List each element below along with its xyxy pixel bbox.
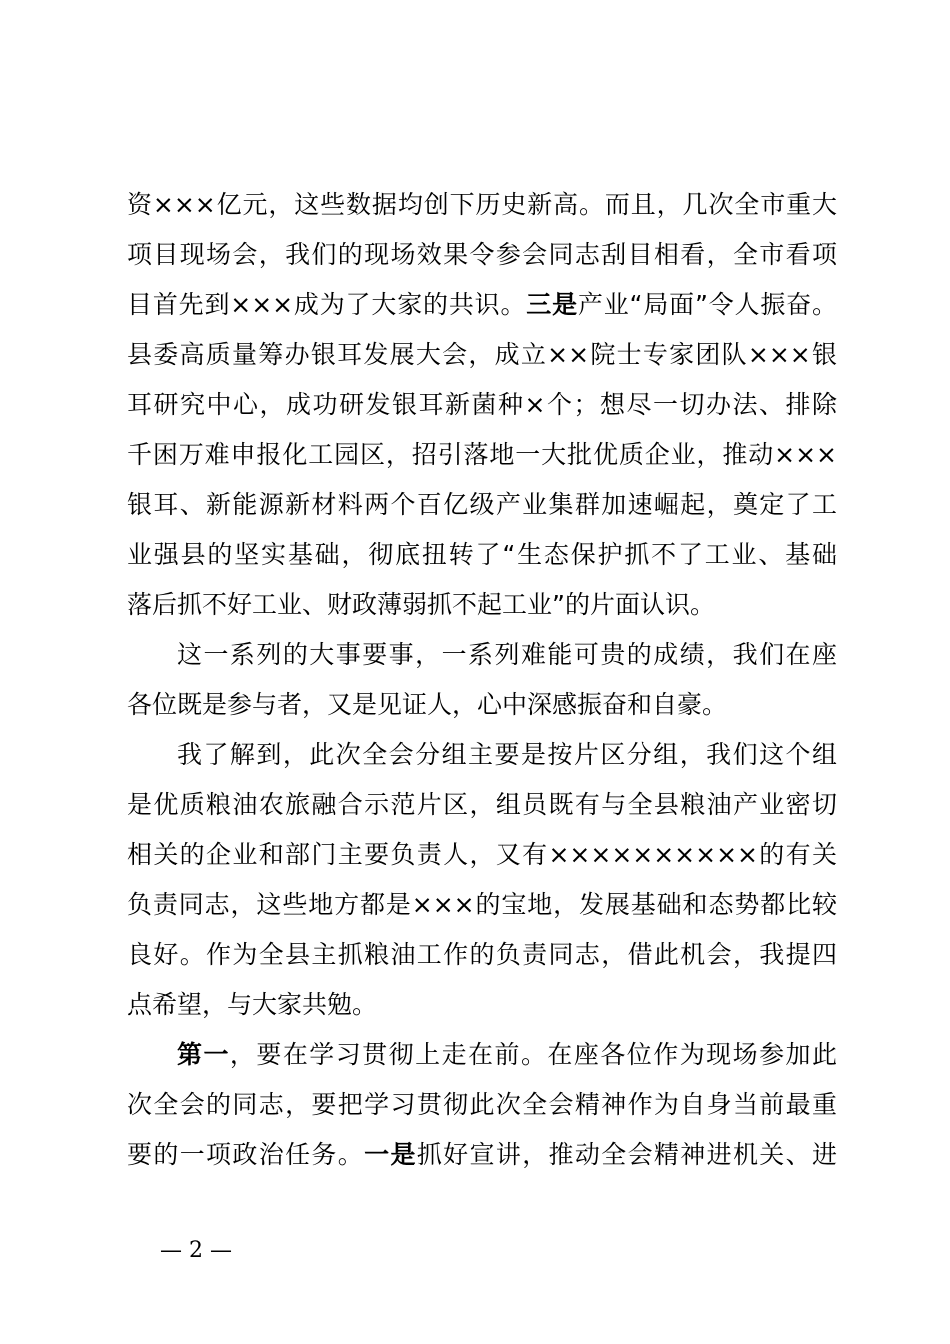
text-segment: 目首先到×××成为了大家的共识。 [127,290,527,319]
text-segment: 业强县的坚实基础，彻底扭转了“生态保护抓不了工业、基础 [127,540,837,569]
bold-emphasis: 三是 [526,290,578,319]
text-line [127,330,837,380]
text-line [127,1080,837,1130]
text-segment: 产业“局面”令人振奋。 [577,290,837,319]
text-line [127,830,837,880]
text-segment: 县委高质量筹办银耳发展大会，成立××院士专家团队×××银 [127,340,837,369]
bold-emphasis: 一是 [364,1140,417,1169]
text-line [127,380,837,430]
text-segment: 负责同志，这些地方都是×××的宝地，发展基础和态势都比较 [127,890,837,919]
text-line [127,230,837,280]
text-segment: 项目现场会，我们的现场效果令参会同志刮目相看，全市看项 [127,240,837,269]
text-line [127,630,837,680]
text-segment: ，要在学习贯彻上走在前。在座各位作为现场参加此 [229,1040,837,1069]
text-line [127,980,837,1030]
text-segment: 点希望，与大家共勉。 [127,990,378,1019]
page-number: — 2 — [160,1238,232,1263]
text-line [127,1030,837,1080]
text-line [127,180,837,230]
text-line [127,480,837,530]
text-line [127,580,837,630]
text-line [127,730,837,780]
body-text [127,180,837,1180]
text-line [127,930,837,980]
text-segment: 银耳、新能源新材料两个百亿级产业集群加速崛起，奠定了工 [127,490,837,519]
text-line [127,880,837,930]
text-segment: 是优质粮油农旅融合示范片区，组员既有与全县粮油产业密切 [127,790,837,819]
text-line [127,1130,837,1180]
text-line [127,280,837,330]
text-segment: 良好。作为全县主抓粮油工作的负责同志，借此机会，我提四 [127,940,837,969]
text-segment: 次全会的同志，要把学习贯彻此次全会精神作为自身当前最重 [127,1090,837,1119]
text-segment: 抓好宣讲，推动全会精神进机关、进 [416,1140,837,1169]
text-line [127,680,837,730]
text-segment: 要的一项政治任务。 [127,1140,365,1169]
text-segment: 千困万难申报化工园区，招引落地一大批优质企业，推动××× [127,440,837,469]
text-segment: 相关的企业和部门主要负责人，又有××××××××××的有关 [127,840,837,869]
text-line [127,430,837,480]
text-segment: 这一系列的大事要事，一系列难能可贵的成绩，我们在座 [177,640,837,669]
text-segment: 落后抓不好工业、财政薄弱抓不起工业”的片面认识。 [127,590,715,619]
text-line [127,780,837,830]
text-segment: 耳研究中心，成功研发银耳新菌种×个；想尽一切办法、排除 [127,390,837,419]
text-segment: 我了解到，此次全会分组主要是按片区分组，我们这个组 [177,740,837,769]
bold-emphasis: 第一 [177,1040,230,1069]
text-segment: 资×××亿元，这些数据均创下历史新高。而且，几次全市重大 [127,190,837,219]
text-line [127,530,837,580]
text-segment: 各位既是参与者，又是见证人，心中深感振奋和自豪。 [127,690,728,719]
